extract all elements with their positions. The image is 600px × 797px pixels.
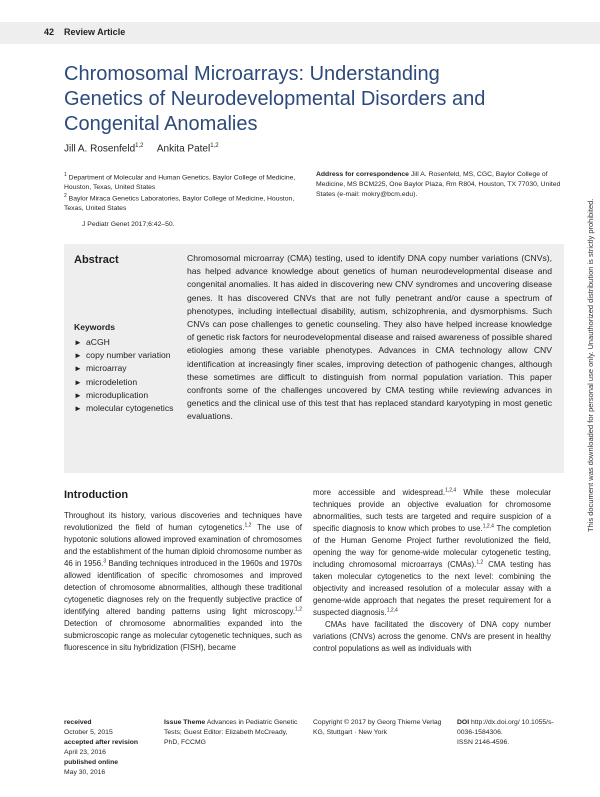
affiliation-2: $^2$ Baylor Miraca Genetics Laboratories, Baylor College of Medicine, Houston, Texas, United States [64,193,295,213]
keywords-heading: Keywords [74,322,116,332]
author-affiliation-mark: 1,2 [210,143,219,149]
intro-column-2 [313,487,551,655]
author-name: Jill A. Rosenfeld [64,143,136,155]
bullet-arrow-icon: ► [74,390,82,400]
keyword-item: ► microarray [74,362,174,375]
footer-issue: Issue Theme Advances in Pediatric Genetic Tests; Guest Editor: Elizabeth McCready, PhD, FCCMG [164,719,298,746]
keyword-item: ► microduplication [74,389,174,402]
intro-column-1: Throughout its history, various discoveries and techniques have revolutionized the field of human cytogenetics.$^{1,2}$ The use of hypotonic solutions allowed improved examination of chromosomes and the establishment of the human diploid chromosome number as 46 in 1956.$^3$ Banding techniques introduced in the 1960s and 1970s allowed identification of specific chromosomes and improved detection of chromosome abnormalities, although these traditional cytogenetic diagnoses rely on the frequently subjective practice of identifying altered banding patterns using light microscopy.$^{1,2}$ Detection of chromosome abnormalities expanded into the submicroscopic range as molecular cytogenetic techniques, such as fluorescence in situ hybridization (FISH), became [64,511,302,652]
journal-reference: J Pediatr Genet 2017;6:42–50. [82,221,175,228]
affiliation-1: $^1$ Department of Molecular and Human Genetics, Baylor College of Medicine, Houston, Texas, United States [64,172,296,192]
abstract-text: Chromosomal microarray (CMA) testing, used to identify DNA copy number variations (CNVs), has helped advance knowledge about genetics of human neurodevelopmental disease and congenital anomalies. It has aided in discovering new CNV syndromes and uncovering disease genes. It has discovered CNVs that are not fully penetrant and/or cause a spectrum of phenotypes, including intellectual disability, autism, schizophrenia, and dysmorphisms. Such CNVs can pose challenges to genetic counseling. They also have helped increase knowledge of genetic risk factors for neurodevelopmental disease and raised awareness of possible shared etiologies among these variable phenotypes. Advances in CMA technology allow CNV identification at increasingly finer scales, improving detection of pathogenic changes, although these sometimes are difficult to distinguish from normal population variation. This paper confronts some of the challenges uncovered by CMA testing while reviewing advances in genetics and the clinical use of this test that has replaced standard karyotyping in most genetic evaluations. [187,253,552,422]
author-list [64,143,219,154]
doi-link[interactable]: http://dx.doi.org/ 10.1055/s-0036-1584306. [457,719,554,736]
footer-dates: received October 5, 2015 accepted after revision April 23, 2016 published online May 30, 2016 [64,719,139,776]
section-label: Review Article [64,27,126,37]
paragraph: more accessible and widespread.$^{1,2,4}$ While these molecular techniques provide an objective evaluation for chromosome abnormalities, such tests are targeted and require suspicion of a specific diagnosis to know which probes to use.$^{1,2,4}$ The completion of the Human Genome Project further revolutionized the field, opening the way for genome-wide molecular cytogenetic testing, including chromosomal microarrays (CMAs).$^{1,2}$ CMA testing has taken molecular cytogenetics to the next level: combining the objectivity and increased resolution of a molecular assay with a genome-wide approach that negates the preset requirement for a suspected diagnosis.$^{1,2,4}$ [313,487,552,617]
keywords-list [74,336,174,415]
article-title: Chromosomal Microarrays: Understanding Genetics of Neurodevelopmental Disorders and Congenital Anomalies [64,63,486,135]
correspondence-label: Address for correspondence [316,171,409,178]
keyword-item: ► microdeletion [74,376,174,389]
bullet-arrow-icon: ► [74,364,82,374]
footer-copyright: Copyright © 2017 by Georg Thieme Verlag KG, Stuttgart · New York [313,719,442,736]
issn: ISSN 2146-4596. [457,739,510,746]
correspondence-text: Jill A. Rosenfeld, MS, CGC, Baylor College of Medicine, MS BCM225, One Baylor Plaza, Rm R804, Houston, TX 77030, United States (e-mail: mokry@bcm.edu). [316,171,561,198]
author-affiliation-mark: 1,2 [135,143,144,149]
footer-doi: DOI http://dx.doi.org/ 10.1055/s-0036-1584306. ISSN 2146-4596. [457,718,557,748]
keyword-item: ► copy number variation [74,349,174,362]
paragraph: CMAs have facilitated the discovery of DNA copy number variations (CNVs) across the genome. CNVs are present in healthy control populations as well as individuals with [313,620,551,653]
correspondence [316,170,561,200]
introduction-heading: Introduction [64,489,129,501]
keyword-item: ► molecular cytogenetics [74,402,174,415]
bullet-arrow-icon: ► [74,351,82,361]
download-notice: This document was downloaded for personal use only. Unauthorized distribution is strictly prohibited. [586,198,595,532]
abstract-heading: Abstract [74,254,119,266]
page-number: 42 [44,27,55,37]
bullet-arrow-icon: ► [74,338,82,347]
bullet-arrow-icon: ► [74,377,82,387]
bullet-arrow-icon: ► [74,404,82,414]
keyword-item: ► aCGH [74,336,174,349]
author-name: Ankita Patel [156,143,211,155]
